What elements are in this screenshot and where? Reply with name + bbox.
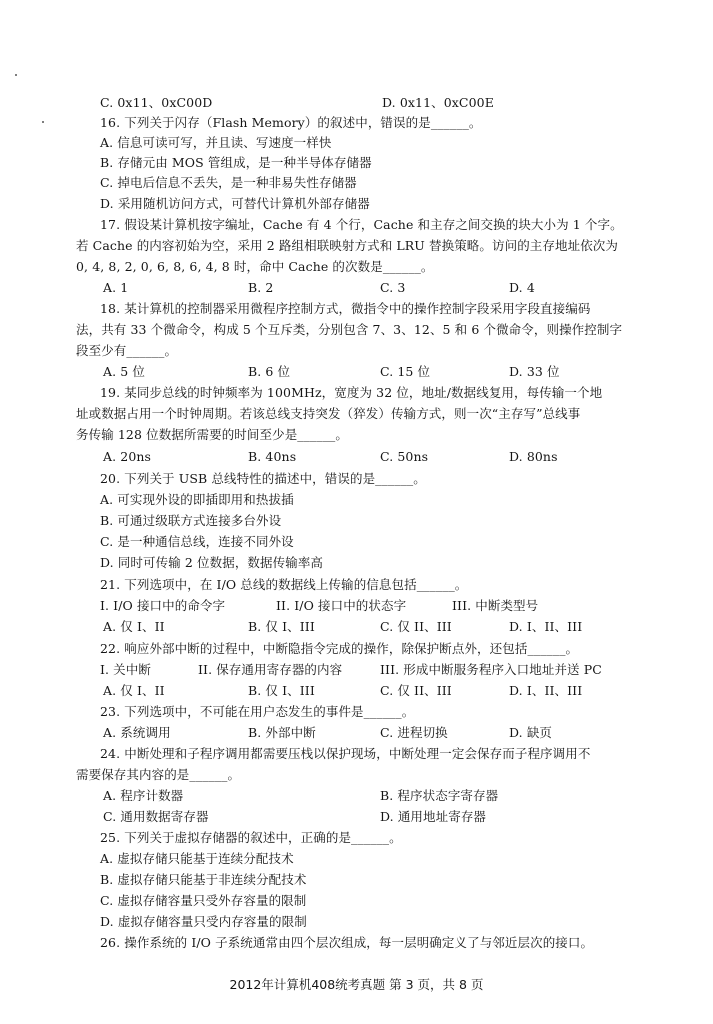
option-a: A. 1 bbox=[103, 280, 129, 295]
page-footer: 2012年计算机408统考真题 第 3 页，共 8 页 bbox=[229, 977, 484, 992]
question-24-cont: 需要保存其内容的是______。 bbox=[76, 767, 241, 782]
statement-iii: III. 形成中断服务程序入口地址并送 PC bbox=[380, 662, 602, 677]
option-c: C. 仅 II、III bbox=[380, 683, 452, 698]
scan-speck bbox=[42, 121, 44, 123]
q16-option-a: A. 信息可读可写，并且读、写速度一样快 bbox=[100, 135, 332, 150]
option-b: B. 仅 I、III bbox=[248, 619, 315, 634]
q20-option-d: D. 同时可传输 2 位数据，数据传输率高 bbox=[100, 555, 324, 570]
option-b: B. 程序状态字寄存器 bbox=[380, 788, 499, 803]
scan-speck bbox=[15, 74, 17, 76]
question-18: 18. 某计算机的控制器采用微程序控制方式，微指令中的操作控制字段采用字段直接编码 bbox=[100, 301, 591, 316]
option-d: D. I、II、III bbox=[509, 683, 583, 698]
option-c: C. 仅 II、III bbox=[380, 619, 452, 634]
option-a: A. 仅 I、II bbox=[103, 619, 165, 634]
question-23: 23. 下列选项中，不可能在用户态发生的事件是______。 bbox=[100, 704, 415, 719]
q25-option-c: C. 虚拟存储容量只受外存容量的限制 bbox=[100, 893, 307, 908]
question-22: 22. 响应外部中断的过程中，中断隐指令完成的操作，除保护断点外，还包括______。 bbox=[100, 641, 579, 656]
option-d: D. 0x11、0xC00E bbox=[382, 95, 494, 110]
q20-option-b: B. 可通过级联方式连接多台外设 bbox=[100, 513, 282, 528]
question-16: 16. 下列关于闪存（Flash Memory）的叙述中，错误的是______。 bbox=[100, 115, 482, 130]
statement-ii: II. 保存通用寄存器的内容 bbox=[198, 662, 343, 677]
option-c: C. 15 位 bbox=[380, 364, 431, 379]
option-a: A. 系统调用 bbox=[103, 725, 171, 740]
question-19-cont: 务传输 128 位数据所需要的时间至少是______。 bbox=[76, 427, 349, 442]
question-17: 17. 假设某计算机按字编址，Cache 有 4 个行，Cache 和主存之间交换的块大小为 1 个字。 bbox=[100, 217, 623, 232]
option-a: A. 仅 I、II bbox=[103, 683, 165, 698]
option-d: D. 80ns bbox=[509, 449, 558, 464]
statement-i: I. 关中断 bbox=[100, 662, 151, 677]
option-b: B. 6 位 bbox=[248, 364, 291, 379]
option-b: B. 40ns bbox=[248, 449, 297, 464]
option-c: C. 通用数据寄存器 bbox=[103, 809, 209, 824]
question-17-cont: 若 Cache 的内容初始为空，采用 2 路组相联映射方式和 LRU 替换策略。访问的主存地址依次为 bbox=[76, 238, 619, 253]
option-d: D. I、II、III bbox=[509, 619, 583, 634]
option-d: D. 4 bbox=[509, 280, 535, 295]
option-b: B. 仅 I、III bbox=[248, 683, 315, 698]
q16-option-c: C. 掉电后信息不丢失，是一种非易失性存储器 bbox=[100, 175, 357, 190]
question-25: 25. 下列关于虚拟存储器的叙述中，正确的是______。 bbox=[100, 830, 402, 845]
question-26: 26. 操作系统的 I/O 子系统通常由四个层次组成，每一层明确定义了与邻近层次的接口。 bbox=[100, 935, 594, 950]
question-20: 20. 下列关于 USB 总线特性的描述中，错误的是______。 bbox=[100, 471, 426, 486]
q25-option-d: D. 虚拟存储容量只受内存容量的限制 bbox=[100, 914, 307, 929]
q20-option-a: A. 可实现外设的即插即用和热拔插 bbox=[100, 492, 294, 507]
option-d: D. 33 位 bbox=[509, 364, 560, 379]
option-c: C. 进程切换 bbox=[380, 725, 448, 740]
question-18-cont: 法，共有 33 个微命令，构成 5 个互斥类，分别包含 7、3、12、5 和 6 个微命令，则操作控制字 bbox=[76, 322, 623, 337]
option-a: A. 20ns bbox=[103, 449, 152, 464]
statement-i: I. I/O 接口中的命令字 bbox=[100, 598, 226, 613]
q20-option-c: C. 是一种通信总线，连接不同外设 bbox=[100, 534, 294, 549]
option-b: B. 2 bbox=[248, 280, 274, 295]
statement-iii: III. 中断类型号 bbox=[452, 598, 539, 613]
option-c: C. 0x11、0xC00D bbox=[100, 95, 213, 110]
question-18-cont: 段至少有______。 bbox=[76, 343, 178, 358]
option-d: D. 缺页 bbox=[509, 725, 553, 740]
option-c: C. 3 bbox=[380, 280, 406, 295]
q25-option-b: B. 虚拟存储只能基于非连续分配技术 bbox=[100, 872, 307, 887]
question-24: 24. 中断处理和子程序调用都需要压栈以保护现场，中断处理一定会保存而子程序调用不 bbox=[100, 746, 591, 761]
option-a: A. 程序计数器 bbox=[103, 788, 184, 803]
statement-ii: II. I/O 接口中的状态字 bbox=[276, 598, 407, 613]
option-d: D. 通用地址寄存器 bbox=[380, 809, 487, 824]
option-b: B. 外部中断 bbox=[248, 725, 316, 740]
option-a: A. 5 位 bbox=[103, 364, 146, 379]
q25-option-a: A. 虚拟存储只能基于连续分配技术 bbox=[100, 851, 294, 866]
option-c: C. 50ns bbox=[380, 449, 429, 464]
q16-option-b: B. 存储元由 MOS 管组成，是一种半导体存储器 bbox=[100, 155, 372, 170]
question-19: 19. 某同步总线的时钟频率为 100MHz，宽度为 32 位，地址/数据线复用，每传输一个地 bbox=[100, 385, 603, 400]
question-19-cont: 址或数据占用一个时钟周期。若该总线支持突发（猝发）传输方式，则一次“主存写”总线事 bbox=[76, 406, 581, 421]
question-17-cont: 0, 4, 8, 2, 0, 6, 8, 6, 4, 8 时，命中 Cache 的次数是______。 bbox=[76, 259, 434, 274]
q16-option-d: D. 采用随机访问方式，可替代计算机外部存储器 bbox=[100, 196, 370, 211]
question-21: 21. 下列选项中，在 I/O 总线的数据线上传输的信息包括______。 bbox=[100, 577, 468, 592]
